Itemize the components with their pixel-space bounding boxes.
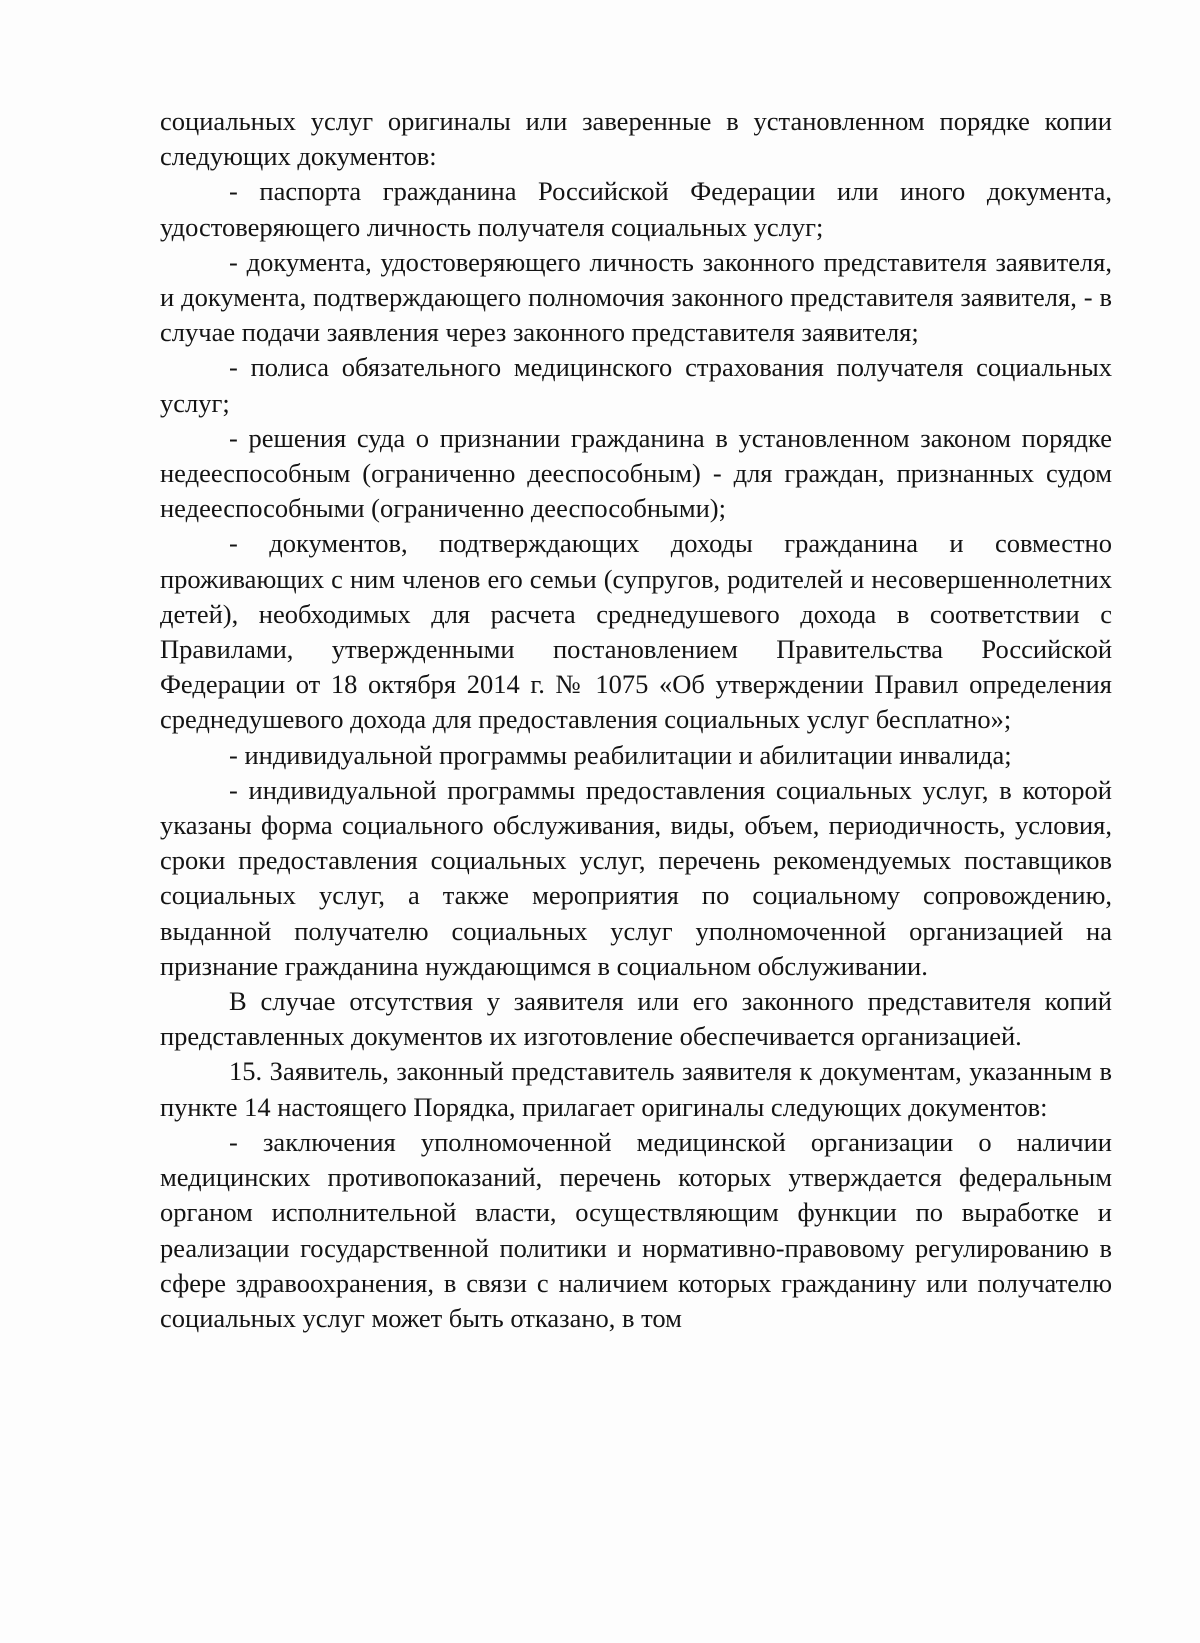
paragraph-item-15: 15. Заявитель, законный представитель заявителя к документам, указанным в пункте 14 настоящего Порядка, прилагает оригиналы следующих документов: bbox=[160, 1056, 1112, 1122]
document-body bbox=[160, 104, 1112, 1336]
list-item-individual-program: - индивидуальной программы предоставления социальных услуг, в которой указаны форма социального обслуживания, виды, объем, периодичность, условия, сроки предоставления социальных услуг, перечень рекомендуемых поставщиков социальных услуг, а также мероприятия по социальному сопровождению, выданной получателю социальных услуг уполномоченной организацией на признание гражданина нуждающимся в социальном обслуживании. bbox=[160, 774, 1112, 981]
list-item-passport: - паспорта гражданина Российской Федерации или иного документа, удостоверяющего личность получателя социальных услуг; bbox=[160, 176, 1112, 242]
list-item-medical-conclusion: - заключения уполномоченной медицинской организации о наличии медицинских противопоказаний, перечень которых утверждается федеральным органом исполнительной власти, осуществляющим функции по выработке и реализации государственной политики и нормативно-правовому регулированию в сфере здравоохранения, в связи с наличием которых гражданину или получателю социальных услуг может быть отказано, в том bbox=[160, 1126, 1112, 1333]
list-item-rehabilitation-program: - индивидуальной программы реабилитации и абилитации инвалида; bbox=[229, 739, 1012, 770]
list-item-court-decision: - решения суда о признании гражданина в установленном законом порядке недееспособным (ограниченно дееспособным) - для граждан, признанных судом недееспособными (ограниченно дееспособными); bbox=[160, 422, 1112, 524]
list-item-representative-document: - документа, удостоверяющего личность законного представителя заявителя, и документа, подтверждающего полномочия законного представителя заявителя, - в случае подачи заявления через законного представителя заявителя; bbox=[160, 246, 1112, 348]
paragraph-copies: В случае отсутствия у заявителя или его законного представителя копий представленных документов их изготовление обеспечивается организацией. bbox=[160, 986, 1112, 1052]
paragraph-continuation: социальных услуг оригиналы или заверенные в установленном порядке копии следующих документов: bbox=[160, 106, 1112, 172]
list-item-medical-insurance: - полиса обязательного медицинского страхования получателя социальных услуг; bbox=[160, 352, 1112, 418]
list-item-income-documents: - документов, подтверждающих доходы гражданина и совместно проживающих с ним членов его семьи (супругов, родителей и несовершеннолетних детей), необходимых для расчета среднедушевого дохода в соответствии с Правилами, утвержденными постановлением Правительства Российской Федерации от 18 октября 2014 г. № 1075 «Об утверждении Правил определения среднедушевого дохода для предоставления социальных услуг бесплатно»; bbox=[160, 528, 1112, 735]
